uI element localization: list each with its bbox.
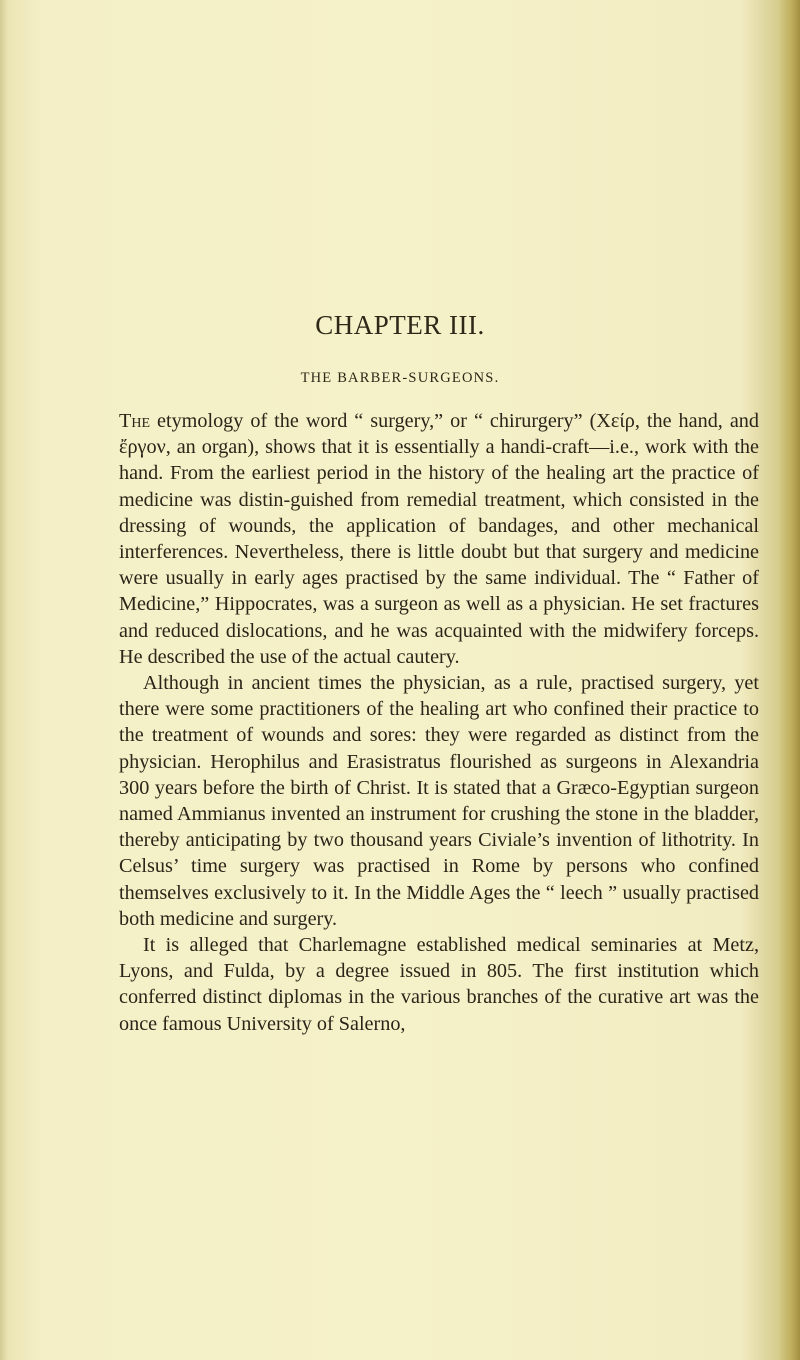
page-edge-shadow bbox=[778, 0, 800, 1360]
section-title: THE BARBER-SURGEONS. bbox=[300, 370, 500, 386]
page-left-edge bbox=[0, 0, 8, 1360]
paragraph-1 bbox=[119, 408, 759, 670]
paragraph-1-lead: The bbox=[119, 410, 150, 432]
body-text bbox=[119, 408, 759, 1037]
paragraph-3: It is alleged that Charlemagne established medical seminaries at Metz, Lyons, and Fulda, by a degree issued in 805. The first institution which conferred distinct diplomas in the various branches of the curative art was the once famous University of Salerno, bbox=[119, 934, 759, 1035]
chapter-title: CHAPTER III. bbox=[315, 310, 485, 340]
paragraph-2: Although in ancient times the physician, as a rule, practised surgery, yet there were some practitioners of the healing art who confined their practice to the treatment of wounds and sores: they were regarded as distinct from the physician. Herophilus and Erasistratus flourished as surgeons in Alexandria 300 years before the birth of Christ. It is stated that a Græco-Egyptian surgeon named Ammianus invented an instrument for crushing the stone in the bladder, thereby anticipating by two thousand years Civiale’s invention of lithotrity. In Celsus’ time surgery was practised in Rome by persons who confined themselves exclusively to it. In the Middle Ages the “ leech ” usually practised both medicine and surgery. bbox=[119, 672, 759, 930]
paragraph-1-text: etymology of the word “ surgery,” or “ chirurgery” (Xείρ, the hand, and ἔργον, an organ), shows that it is essentially a handi-craft—i.e., work with the hand. From the earliest period in the history of the healing art the practice of medicine was distin-guished from remedial treatment, which consisted in the dressing of wounds, the application of bandages, and other mechanical interferences. Nevertheless, there is little doubt but that surgery and medicine were usually in early ages practised by the same individual. The “ Father of Medicine,” Hippocrates, was a surgeon as well as a physician. He set fractures and reduced dislocations, and he was acquainted with the midwifery forceps. He described the use of the actual cautery. bbox=[119, 410, 759, 668]
